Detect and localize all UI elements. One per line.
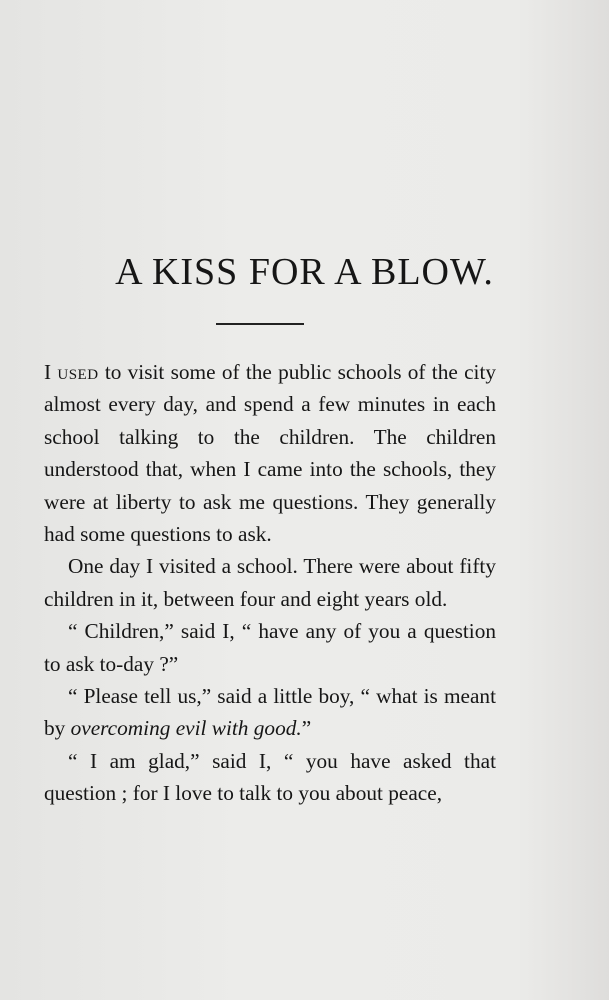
paragraph-5: “ I am glad,” said I, “ you have asked that question ; for I love to talk to you about peace,	[44, 748, 496, 806]
title-rule	[216, 323, 304, 325]
chapter-title: A KISS FOR A BLOW.	[115, 251, 494, 293]
paragraph-4-text: “ Please tell us,” said a little boy, “ what is meant by	[44, 684, 496, 741]
paragraph-4-italic: overcoming evil with good.	[70, 716, 302, 741]
paragraph-4	[44, 680, 496, 745]
paragraph-4-close-quote: ”	[301, 716, 312, 741]
paragraph-2: One day I visited a school. There were about fifty children in it, between four and eight years old.	[44, 554, 496, 611]
body-text	[44, 356, 496, 810]
paragraph-1-text: to visit some of the public schools of the city almost every day, and spend a few minutes in each school talking to the children. The children understood that, when I came into the schools, they were at liberty to ask me questions. They generally had some questions to ask.	[44, 360, 497, 547]
paragraph-1-smallcaps: used	[57, 360, 99, 384]
paragraph-1-initial: I	[44, 360, 52, 384]
paragraph-1	[44, 356, 496, 550]
paragraph-3: “ Children,” said I, “ have any of you a question to ask to-day ?”	[44, 619, 496, 676]
